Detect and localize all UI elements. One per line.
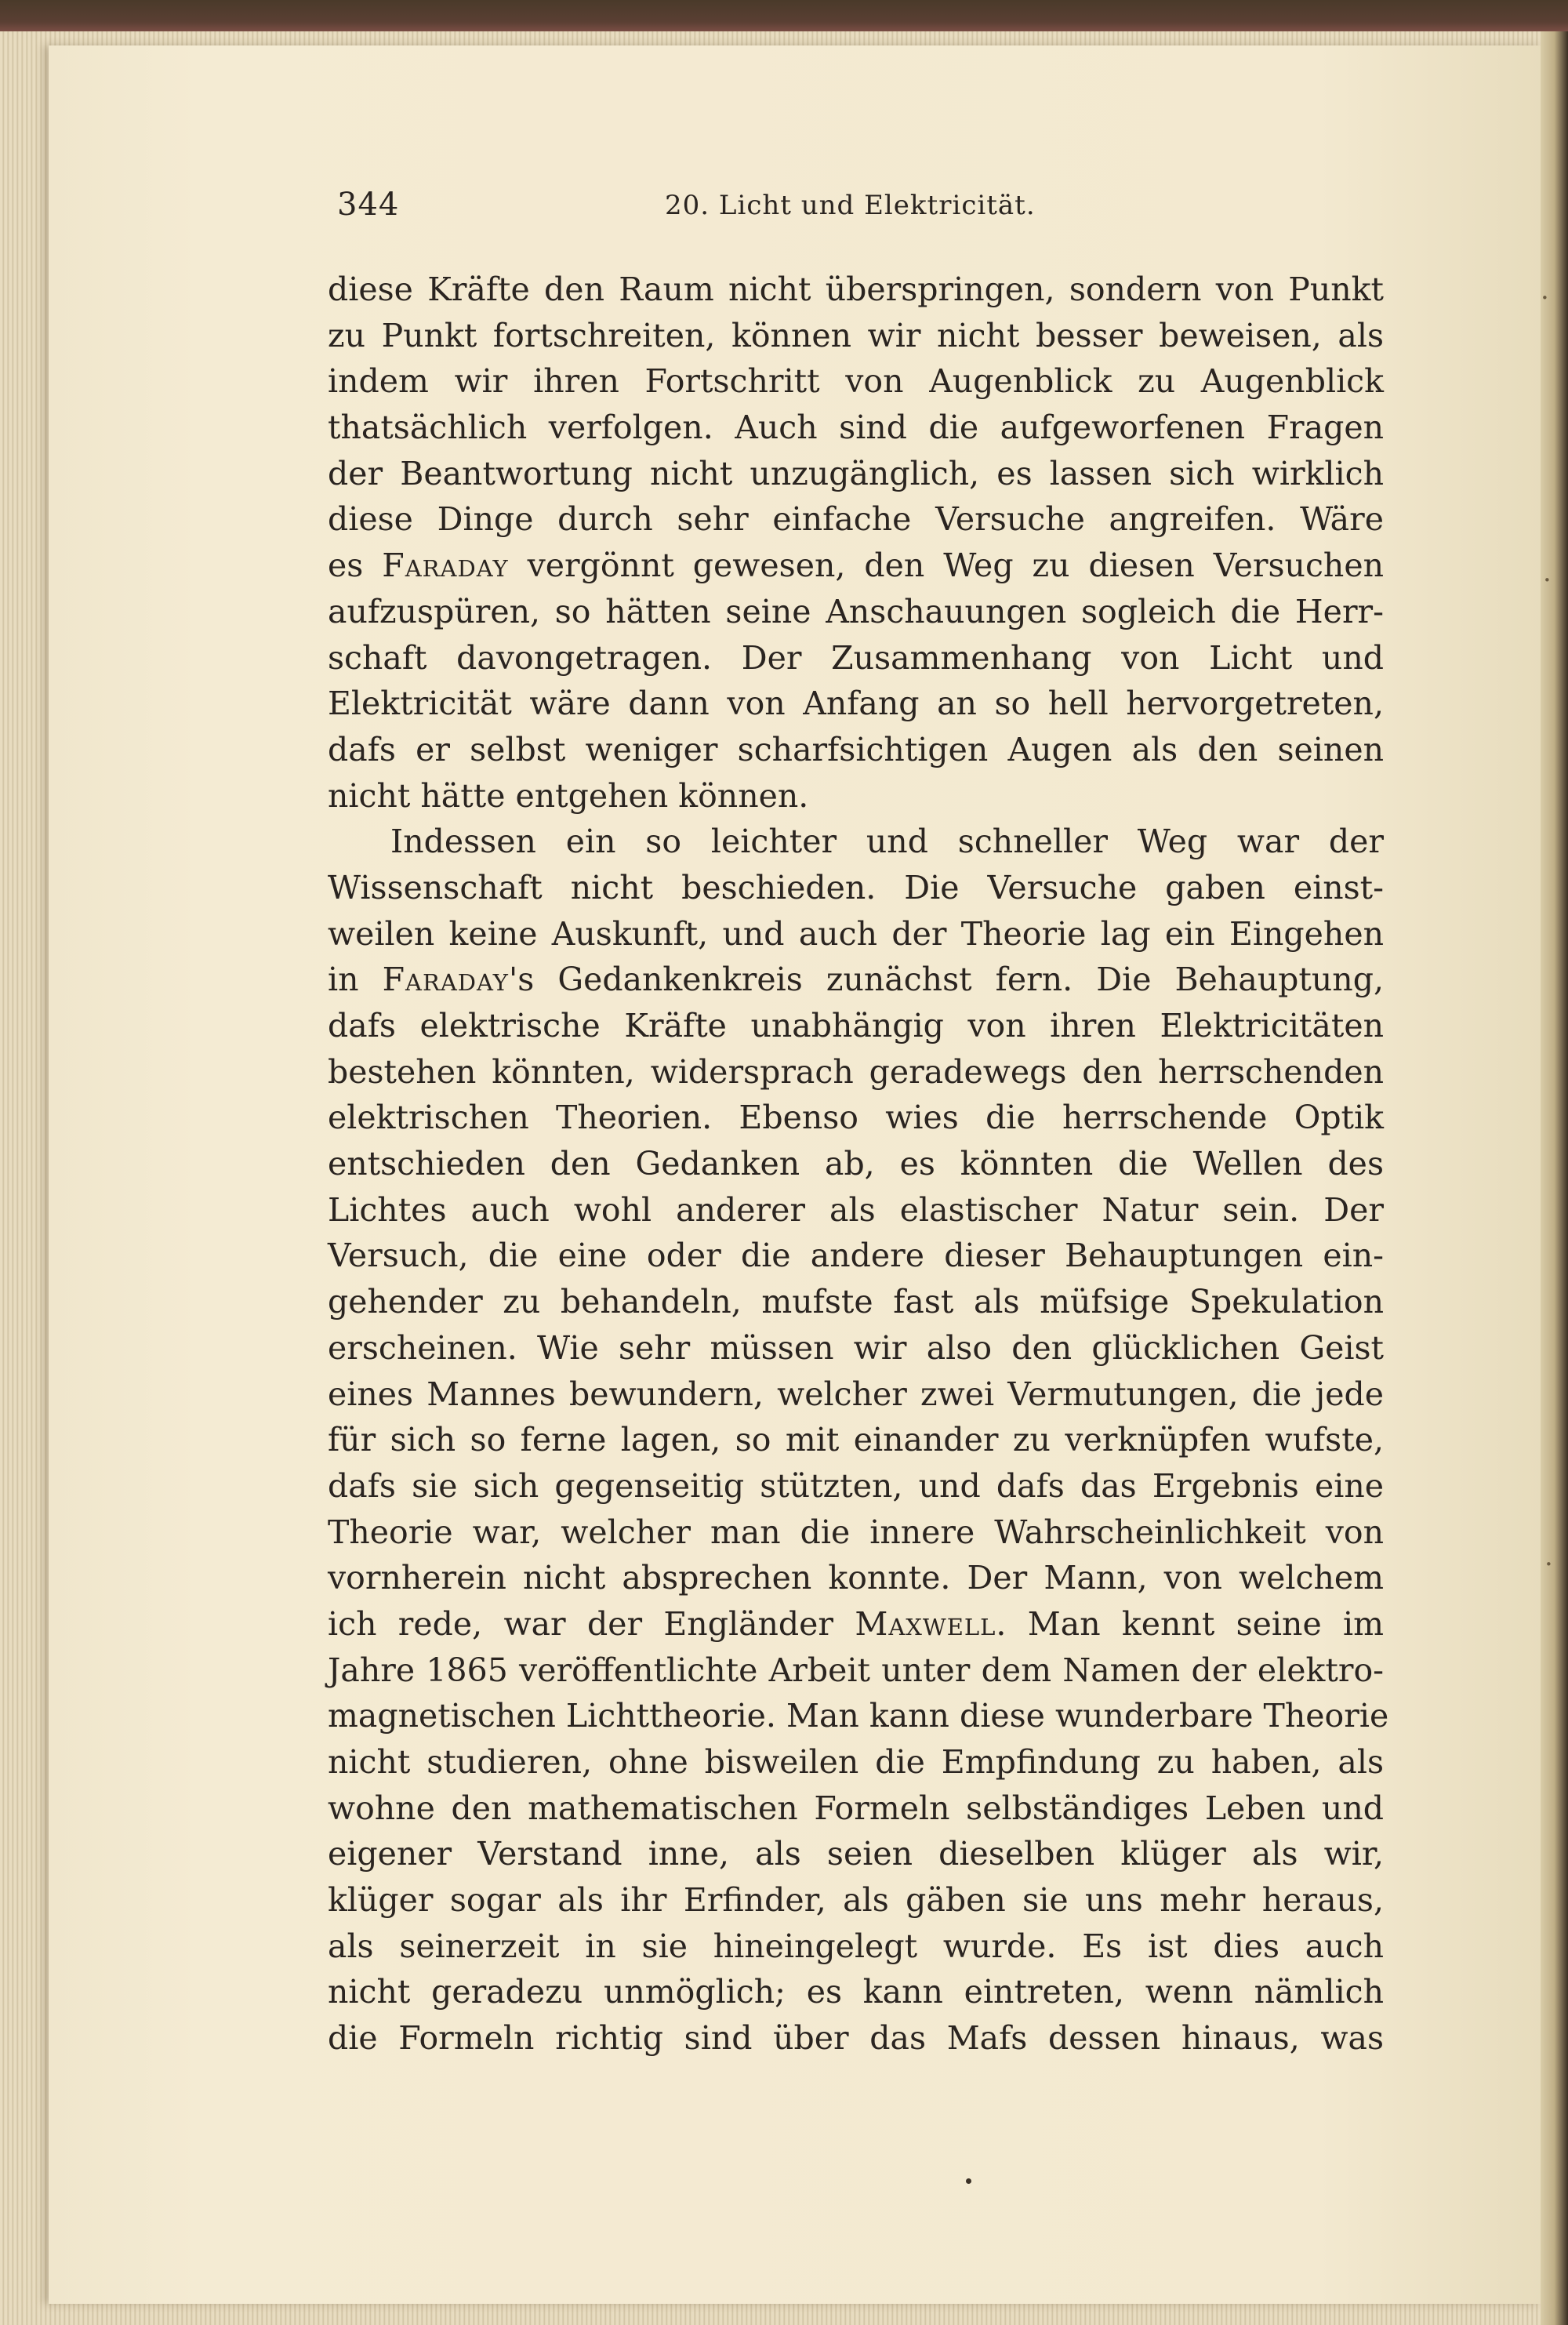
text-line: Wissenschaft nicht beschieden. Die Versuche gaben einst-	[328, 868, 1384, 906]
text-line: bestehen könnten, widersprach geradewegs den herrschenden	[328, 1052, 1384, 1091]
text-line: weilen keine Auskunft, und auch der Theorie lag ein Eingehen	[328, 914, 1384, 953]
text-line: diese Dinge durch sehr einfache Versuche angreifen. Wäre	[328, 500, 1384, 539]
text-line: Theorie war, welcher man die innere Wahrscheinlichkeit von	[328, 1513, 1384, 1551]
text-line: schaft davongetragen. Der Zusammenhang von Licht und	[328, 638, 1384, 677]
text-line: zu Punkt fortschreiten, können wir nicht besser beweisen, als	[328, 316, 1384, 354]
text-line: als seinerzeit in sie hineingelegt wurde. Es ist dies auch	[328, 1927, 1384, 1965]
text-line: Elektricität wäre dann von Anfang an so hell hervorgetreten,	[328, 685, 1384, 723]
author-name: Maxwell	[855, 1604, 996, 1643]
text-line: nicht geradezu unmöglich; es kann eintreten, wenn nämlich	[328, 1973, 1384, 2011]
margin-mark: ·	[1544, 1549, 1553, 1580]
text-line: wohne den mathematischen Formeln selbständiges Leben und	[328, 1789, 1384, 1827]
text-line: dafs elektrische Kräfte unabhängig von ihren Elektricitäten	[328, 1007, 1384, 1044]
text-line: thatsächlich verfolgen. Auch sind die aufgeworfenen Fragen	[328, 409, 1384, 447]
text-line: eigener Verstand inne, als seien dieselben klüger als wir,	[328, 1835, 1384, 1873]
text-line: entschieden den Gedanken ab, es könnten die Wellen des	[328, 1145, 1384, 1183]
text-line: klüger sogar als ihr Erfinder, als gäben sie uns mehr heraus,	[328, 1881, 1384, 1920]
text-line: vornherein nicht absprechen konnte. Der Mann, von welchem	[328, 1559, 1384, 1597]
page-gutter-edge	[1541, 31, 1568, 2325]
text-line-paragraph-start: Indessen ein so leichter und schneller Weg war der	[390, 823, 1384, 861]
text-line: gehender zu behandeln, mufste fast als müfsige Spekulation	[328, 1283, 1384, 1321]
text-line: diese Kräfte den Raum nicht überspringen, sondern von Punkt	[328, 271, 1384, 308]
margin-mark: ·	[1543, 565, 1552, 596]
text-line: ich rede, war der Engländer Maxwell. Man kennt seine im	[328, 1604, 1385, 1643]
text-line: elektrischen Theorien. Ebenso wies die herrschende Optik	[328, 1099, 1384, 1137]
text-line: in Faraday's Gedankenkreis zunächst fern. Die Behauptung,	[328, 961, 1384, 999]
text-line: Lichtes auch wohl anderer als elastischer Natur sein. Der	[328, 1190, 1384, 1229]
text-line: dafs er selbst weniger scharfsichtigen Augen als den seinen	[328, 730, 1384, 768]
body-text	[328, 267, 1389, 2062]
page-number: 344	[337, 187, 400, 223]
text-line: die Formeln richtig sind über das Mafs dessen hinaus, was	[328, 2019, 1384, 2058]
text-line: der Beantwortung nicht unzugänglich, es lassen sich wirklich	[328, 454, 1384, 492]
printer-mark-dot	[966, 2178, 971, 2184]
text-line: indem wir ihren Fortschritt von Augenblick zu Augenblick	[328, 362, 1384, 401]
text-line: aufzuspüren, so hätten seine Anschauungen sogleich die Herr-	[328, 592, 1384, 630]
text-line: Versuch, die eine oder die andere dieser Behauptungen ein-	[328, 1237, 1384, 1275]
chapter-title: 20. Licht und Elektricität.	[665, 190, 1036, 221]
text-line: für sich so ferne lagen, so mit einander zu verknüpfen wufste,	[328, 1421, 1384, 1459]
text-line: dafs sie sich gegenseitig stützten, und dafs das Ergebnis eine	[328, 1466, 1384, 1505]
margin-mark: ·	[1541, 282, 1549, 314]
text-line: Jahre 1865 veröffentlichte Arbeit unter dem Namen der elektro-	[328, 1651, 1384, 1689]
author-name: Faraday	[382, 961, 509, 999]
text-line: magnetischen Lichttheorie. Man kann diese wunderbare Theorie	[328, 1697, 1389, 1735]
text-line: es Faraday vergönnt gewesen, den Weg zu diesen Versuchen	[328, 547, 1384, 585]
text-line: eines Mannes bewundern, welcher zwei Vermutungen, die jede	[328, 1375, 1384, 1413]
running-head	[337, 187, 1396, 231]
author-name: Faraday	[382, 547, 509, 585]
text-line-paragraph-end: nicht hätte entgehen können.	[328, 776, 809, 815]
text-line: nicht studieren, ohne bisweilen die Empfindung zu haben, als	[328, 1743, 1384, 1781]
text-line: erscheinen. Wie sehr müssen wir also den glücklichen Geist	[328, 1328, 1384, 1367]
